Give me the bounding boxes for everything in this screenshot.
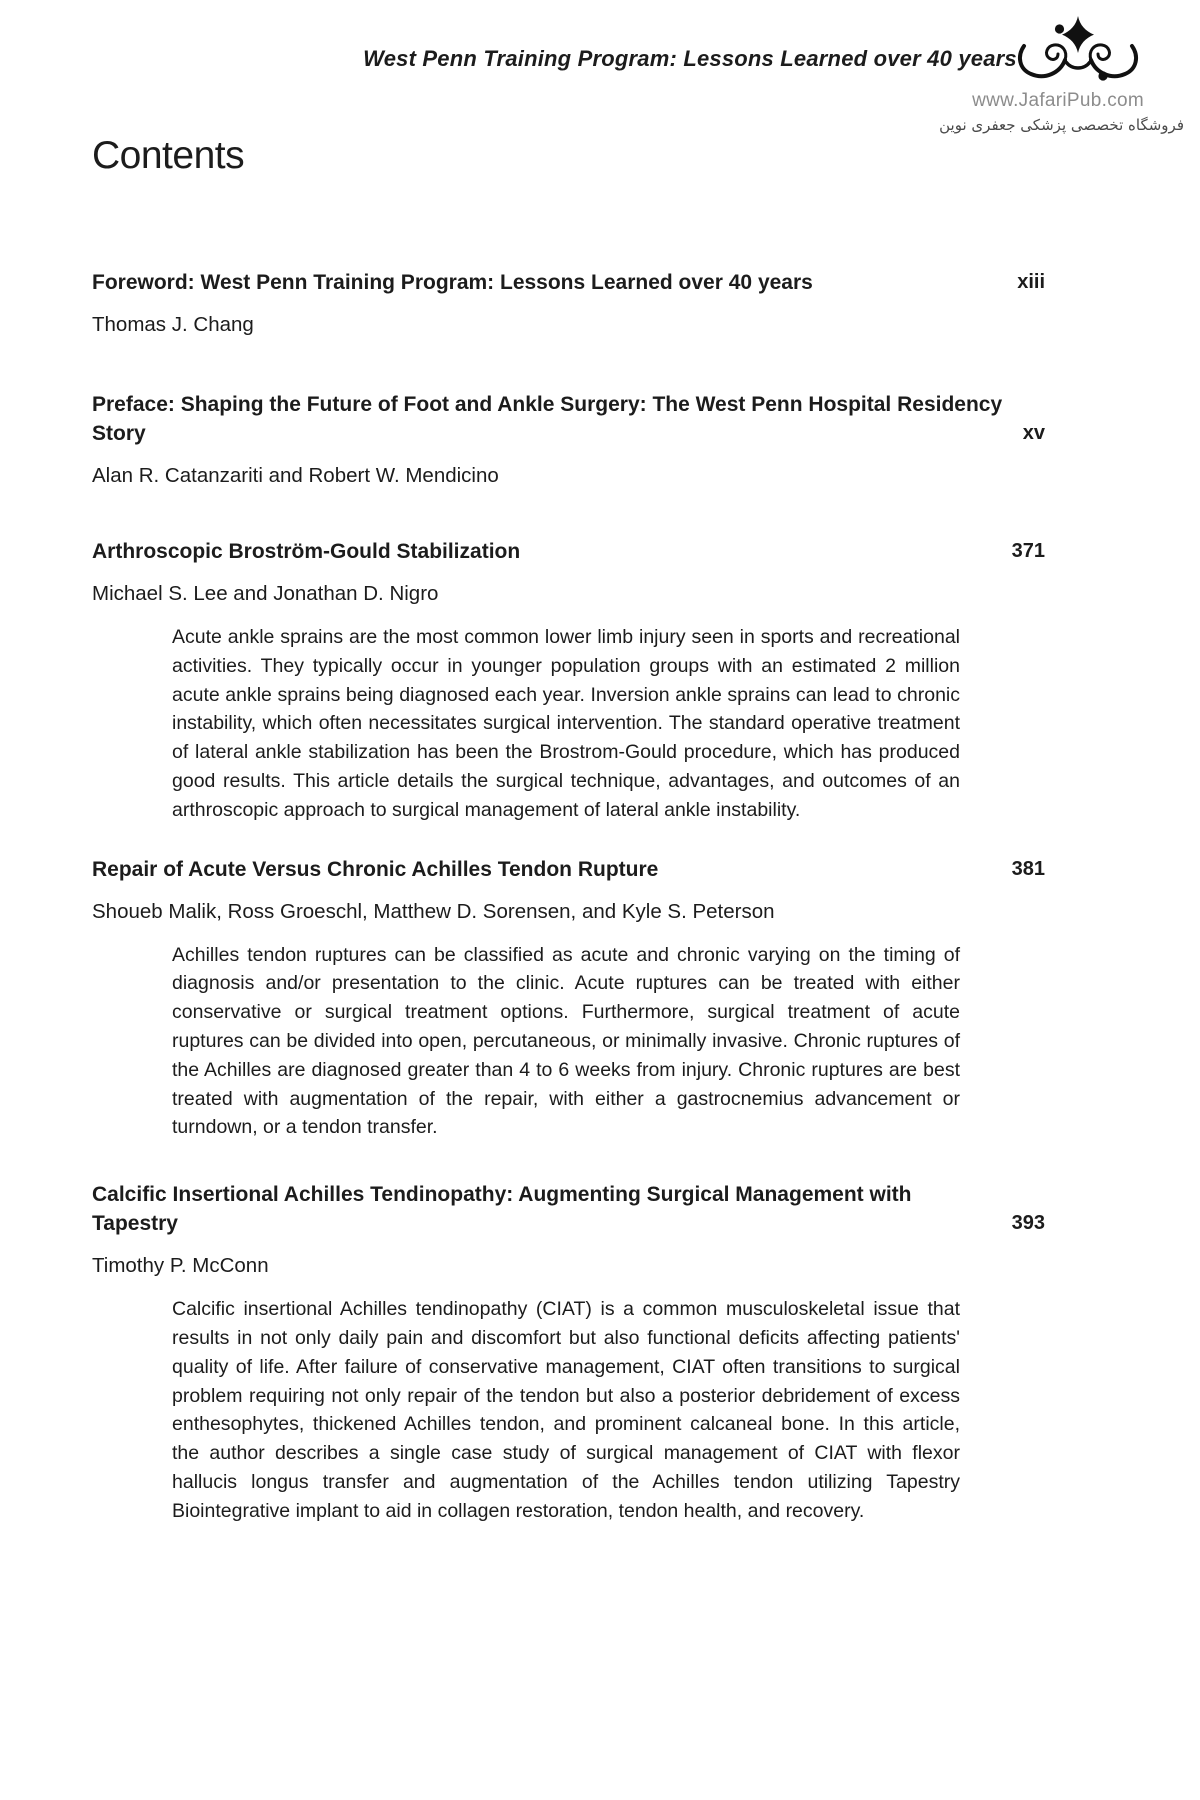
- toc-entry-foreword: [92, 268, 1045, 338]
- entry-authors: Alan R. Catanzariti and Robert W. Mendicino: [92, 464, 499, 487]
- entry-head: [92, 855, 1045, 884]
- entry-authors: Michael S. Lee and Jonathan D. Nigro: [92, 582, 439, 605]
- entry-page-number[interactable]: xv: [1022, 422, 1045, 444]
- entry-authors: Thomas J. Chang: [92, 313, 254, 336]
- publisher-tagline-farsi: فروشگاه تخصصی پزشکی جعفری نوین: [939, 116, 1184, 134]
- entry-title[interactable]: Foreword: West Penn Training Program: Lessons Learned over 40 years: [92, 271, 813, 294]
- publisher-url: www.JafariPub.com: [972, 90, 1144, 111]
- jafaripub-logo-icon: [1014, 16, 1142, 90]
- entry-page-number[interactable]: xiii: [1017, 271, 1045, 293]
- entry-head: [92, 537, 1045, 566]
- entry-page-number[interactable]: 371: [1011, 540, 1045, 562]
- running-head-title: West Penn Training Program: Lessons Learned over 40 years: [363, 46, 1017, 71]
- entry-abstract: Achilles tendon ruptures can be classified as acute and chronic varying on the timing of diagnosis and/or presentation to the clinic. Acute ruptures can be treated with either conservative or surgical treatment options. Furthermore, surgical treatment of acute ruptures can be divided into open, percutaneous, or minimally invasive. Chronic ruptures of the Achilles are diagnosed greater than 4 to 6 weeks from injury. Chronic ruptures are best treated with augmentation of the repair, with either a gastrocnemius advancement or turndown, or a tendon transfer.: [172, 943, 960, 1139]
- entry-head: [92, 268, 1045, 297]
- entry-abstract: Acute ankle sprains are the most common lower limb injury seen in sports and recreational activities. They typically occur in younger population groups with an estimated 2 million acute ankle sprains being diagnosed each year. Inversion ankle sprains can lead to chronic instability, which often necessitates surgical intervention. The standard operative treatment of lateral ankle stabilization has been the Brostrom-Gould procedure, which has produced good results. This article details the surgical technique, advantages, and outcomes of an arthroscopic approach to surgical management of lateral ankle instability.: [172, 626, 960, 821]
- entry-page-number[interactable]: 393: [1011, 1212, 1045, 1235]
- toc-entry-preface: [92, 390, 1045, 489]
- entry-head: [92, 390, 1045, 448]
- entry-title[interactable]: Arthroscopic Broström-Gould Stabilization: [92, 540, 521, 563]
- entry-authors: Shoueb Malik, Ross Groeschl, Matthew D. Sorensen, and Kyle S. Peterson: [92, 899, 775, 923]
- entry-page-number[interactable]: 381: [1011, 857, 1045, 880]
- entry-title[interactable]: Calcific Insertional Achilles Tendinopathy: Augmenting Surgical Management with Tapestry: [92, 1183, 912, 1236]
- entry-abstract: Calcific insertional Achilles tendinopathy (CIAT) is a common musculoskeletal issue that results in not only daily pain and discomfort but also functional deficits affecting patients' quality of life. After failure of conservative management, CIAT often transitions to surgical problem requiring not only repair of the tendon but also a posterior debridement of excess enthesophytes, thickened Achilles tendon, and prominent calcaneal bone. In this article, the author describes a single case study of surgical management of CIAT with flexor hallucis longus transfer and augmentation of the Achilles tendon utilizing Tapestry Biointegrative implant to aid in collagen restoration, tendon health, and recovery.: [172, 1298, 960, 1522]
- table-of-contents: [92, 262, 1045, 1526]
- page-title: Contents: [92, 134, 245, 177]
- entry-title[interactable]: Preface: Shaping the Future of Foot and Ankle Surgery: The West Penn Hospital Residency Story: [92, 393, 1003, 445]
- entry-title[interactable]: Repair of Acute Versus Chronic Achilles Tendon Rupture: [92, 857, 659, 881]
- toc-entry-article: [92, 855, 1045, 1143]
- toc-entry-article: [92, 537, 1045, 825]
- entry-authors: Timothy P. McConn: [92, 1254, 269, 1278]
- toc-entry-article: [92, 1180, 1045, 1525]
- entry-head: [92, 1180, 1045, 1238]
